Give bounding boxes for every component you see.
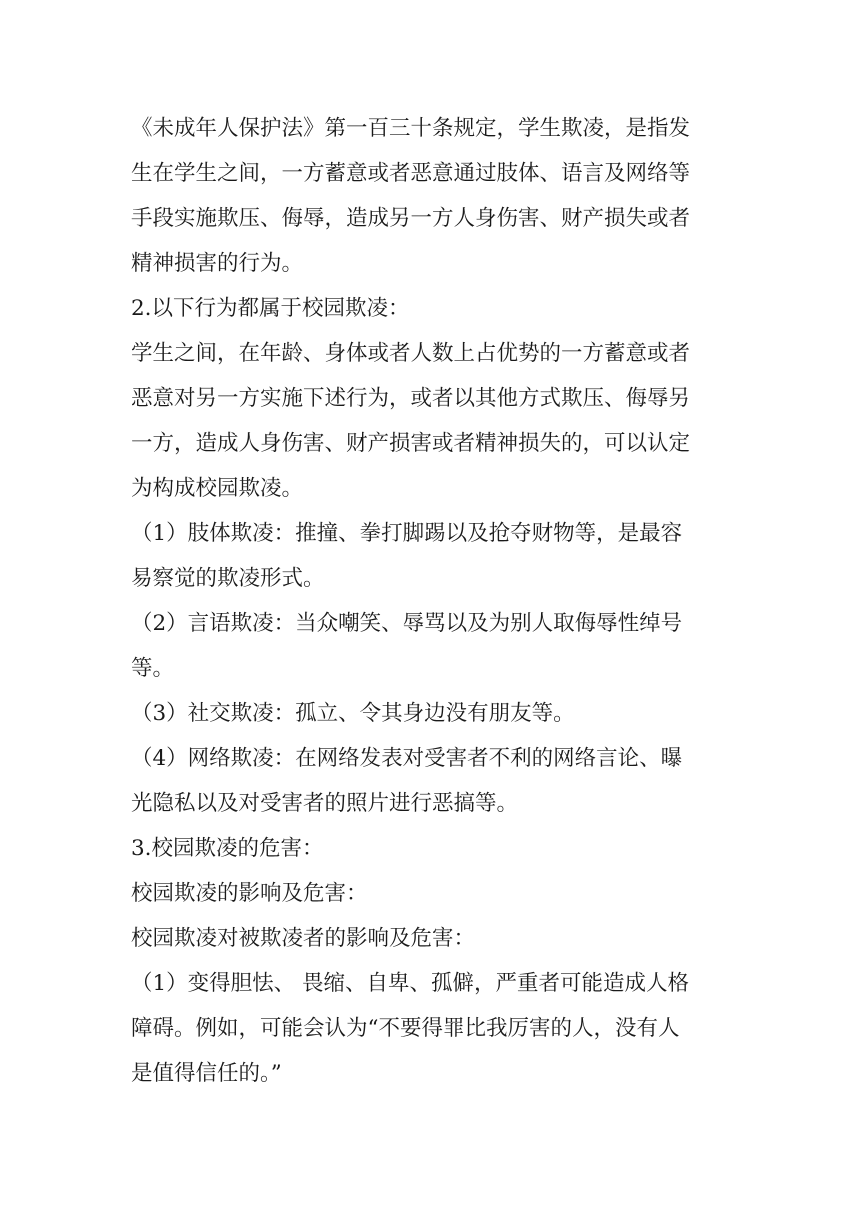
text-line: 《未成年人保护法》第一百三十条规定，学生欺凌，是指发 [131, 116, 691, 141]
subheading-victim-impact [131, 916, 731, 961]
text-line: 障碍。例如，可能会认为“不要得罪比我厉害的人，没有人 [131, 1016, 680, 1041]
text-line: （2）言语欺凌：当众嘲笑、辱骂以及为别人取侮辱性绰号 [131, 611, 683, 636]
heading-line: 3.校园欺凌的危害： [131, 836, 324, 861]
text-line: 是值得信任的。” [131, 1061, 282, 1086]
text-line: 光隐私以及对受害者的照片进行恶搞等。 [131, 791, 519, 816]
text-line: 等。 [131, 656, 175, 681]
paragraph-bullying-criteria [131, 331, 731, 511]
text-line: 精神损害的行为。 [131, 251, 304, 276]
list-item-cyber-bullying [131, 736, 731, 826]
text-line: 为构成校园欺凌。 [131, 476, 304, 501]
text-line: 生在学生之间，一方蓄意或者恶意通过肢体、语言及网络等 [131, 161, 691, 186]
list-item-social-bullying [131, 691, 731, 736]
paragraph-law-definition [131, 106, 731, 286]
list-item-physical-bullying [131, 511, 731, 601]
heading-line: 2.以下行为都属于校园欺凌： [131, 296, 410, 321]
text-line: （1）变得胆怯、 畏缩、自卑、孤僻，严重者可能造成人格 [131, 971, 690, 996]
list-item-verbal-bullying [131, 601, 731, 691]
text-line: （3）社交欺凌：孤立、令其身边没有朋友等。 [131, 701, 575, 726]
document-page [131, 106, 731, 1096]
text-line: 一方，造成人身伤害、财产损害或者精神损失的，可以认定 [131, 431, 691, 456]
section-heading-3 [131, 826, 731, 871]
section-heading-2 [131, 286, 731, 331]
text-line: 易察觉的欺凌形式。 [131, 566, 325, 591]
text-line: （1）肢体欺凌：推撞、拳打脚踢以及抢夺财物等，是最容 [131, 521, 683, 546]
text-line: 校园欺凌对被欺凌者的影响及危害： [131, 926, 476, 951]
list-item-victim-impact-1 [131, 961, 731, 1096]
text-line: 校园欺凌的影响及危害： [131, 881, 368, 906]
subheading-impact [131, 871, 731, 916]
text-line: 手段实施欺压、侮辱，造成另一方人身伤害、财产损失或者 [131, 206, 691, 231]
text-line: （4）网络欺凌：在网络发表对受害者不利的网络言论、曝 [131, 746, 683, 771]
text-line: 学生之间，在年龄、身体或者人数上占优势的一方蓄意或者 [131, 341, 691, 366]
text-line: 恶意对另一方实施下述行为，或者以其他方式欺压、侮辱另 [131, 386, 691, 411]
